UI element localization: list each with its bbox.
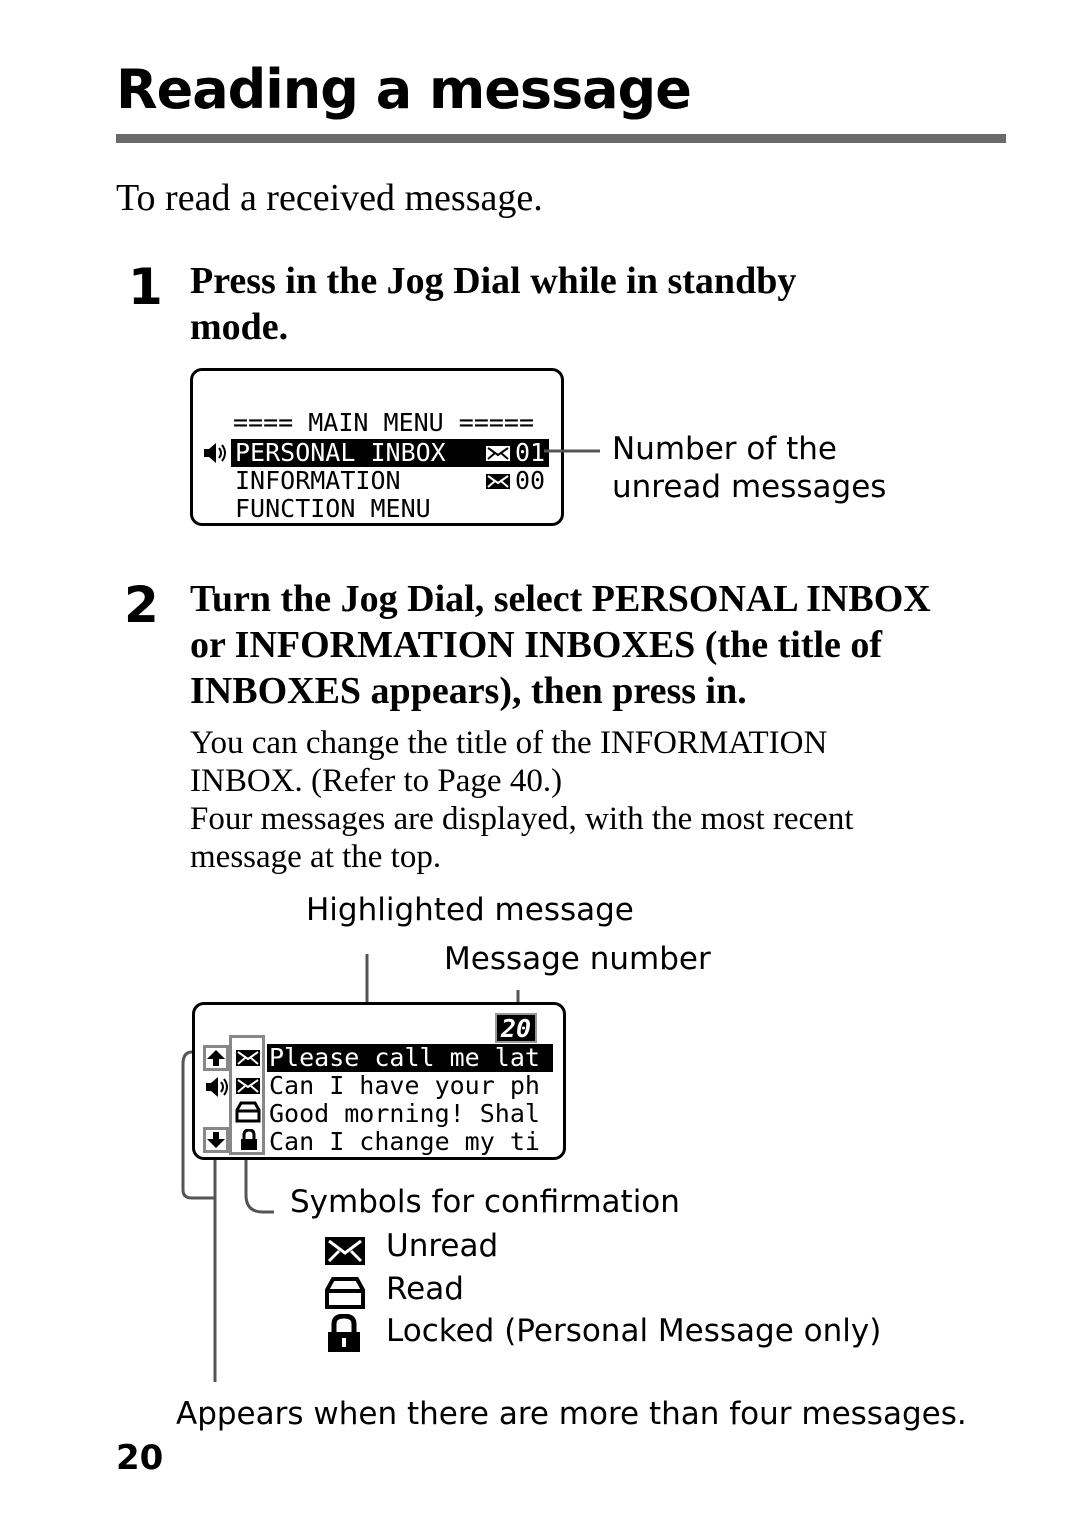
step-2-heading-line: INBOXES appears), then press in. <box>190 670 747 712</box>
message-row[interactable] <box>267 1072 553 1100</box>
callout-line-text: unread messages <box>612 469 887 505</box>
speaker-cursor-icon <box>205 1076 229 1098</box>
page-number: 20 <box>116 1438 164 1478</box>
message-number-badge <box>495 1013 537 1043</box>
body-line: message at the top. <box>190 839 442 875</box>
callout-line <box>540 440 604 462</box>
message-row-highlighted[interactable] <box>267 1044 553 1072</box>
step-1-number: 1 <box>128 258 163 316</box>
title-rule <box>116 134 1006 143</box>
envelope-icon <box>485 445 511 462</box>
menu-row-label: INFORMATION <box>235 466 401 495</box>
read-envelope-icon <box>235 1101 261 1123</box>
step-1-heading <box>190 258 796 350</box>
message-row[interactable] <box>267 1100 553 1128</box>
lock-icon <box>239 1129 259 1151</box>
main-menu-header: ==== MAIN MENU ===== <box>233 408 535 437</box>
step-2-body <box>190 724 854 876</box>
scroll-up-indicator[interactable] <box>203 1045 229 1071</box>
unread-count: 01 <box>515 438 546 467</box>
menu-row-function-menu[interactable] <box>231 495 549 523</box>
arrow-up-icon <box>206 1048 226 1068</box>
unread-envelope-icon <box>235 1049 261 1067</box>
symbols-title: Symbols for confirmation <box>290 1184 680 1220</box>
lock-icon <box>326 1314 362 1354</box>
symbol-label-unread: Unread <box>386 1228 499 1264</box>
step-2-heading-line: or INFORMATION INBOXES (the title of <box>190 624 883 666</box>
callout-line-text: Number of the <box>612 431 837 467</box>
symbol-label-locked: Locked (Personal Message only) <box>386 1313 882 1349</box>
unread-envelope-icon <box>324 1236 366 1266</box>
step-2-heading <box>190 576 931 714</box>
scroll-down-indicator[interactable] <box>203 1127 229 1153</box>
message-text: Please call me lat <box>269 1043 540 1072</box>
menu-row-information[interactable] <box>231 467 549 495</box>
body-line: INBOX. (Refer to Page 40.) <box>190 763 563 799</box>
symbol-label-read: Read <box>386 1271 464 1307</box>
envelope-icon <box>485 473 511 490</box>
step-2-number: 2 <box>124 576 159 634</box>
page-title: Reading a message <box>116 58 691 121</box>
arrow-down-icon <box>206 1130 226 1150</box>
menu-row-label: FUNCTION MENU <box>235 494 431 523</box>
unread-envelope-icon <box>235 1077 261 1095</box>
inbox-screen <box>192 1002 566 1160</box>
step-1-heading-line: Press in the Jog Dial while in standby <box>190 260 797 302</box>
message-text: Can I have your ph <box>269 1071 540 1100</box>
highlighted-message-label: Highlighted message <box>306 892 634 928</box>
message-text: Good morning! Shal <box>269 1099 540 1128</box>
message-row[interactable] <box>267 1128 553 1156</box>
main-menu-screen <box>190 368 564 526</box>
body-line: You can change the title of the INFORMATION <box>190 725 828 761</box>
step-2-heading-line: Turn the Jog Dial, select PERSONAL INBOX <box>190 578 931 620</box>
menu-row-label: PERSONAL INBOX <box>235 438 446 467</box>
unread-count: 00 <box>515 466 546 495</box>
scroll-arrows-note: Appears when there are more than four messages. <box>176 1396 967 1432</box>
read-envelope-icon <box>324 1276 366 1310</box>
body-line: Four messages are displayed, with the most recent <box>190 801 854 837</box>
speaker-cursor-icon <box>203 442 227 464</box>
menu-row-personal-inbox[interactable] <box>231 439 549 467</box>
message-text: Can I change my ti <box>269 1127 540 1156</box>
step-1-heading-line: mode. <box>190 306 289 348</box>
intro-text: To read a received message. <box>116 177 543 219</box>
message-number-label: Message number <box>444 941 711 977</box>
unread-count-callout <box>612 430 886 506</box>
message-number: 20 <box>501 1014 532 1043</box>
